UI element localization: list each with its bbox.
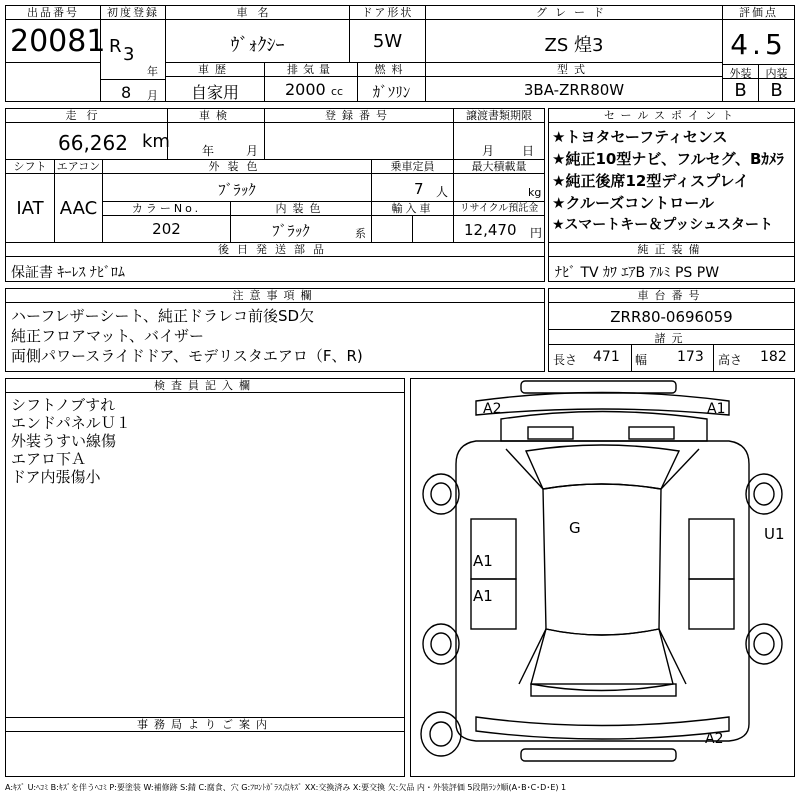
inspector-label: 検査員記入欄 (6, 379, 404, 393)
ac-label: エアコン (56, 160, 101, 173)
damage-mark: A1 (473, 587, 493, 605)
damage-mark: U1 (764, 525, 785, 543)
grade-cell (425, 5, 723, 63)
year: 3 (123, 44, 135, 65)
color-number-label: カラーNo. (103, 202, 230, 216)
notes-label: 注意事項欄 (6, 289, 544, 303)
max-load-label: 最大積載量 (454, 160, 544, 174)
mileage-label: 走行 (6, 109, 167, 123)
width-label: 幅 (635, 353, 648, 367)
fuel: ｶﾞｿﾘﾝ (372, 83, 411, 101)
dims-label: 諸元 (654, 332, 689, 345)
interior-color-unit: 系 (355, 227, 366, 240)
equipment-label: 純正装備 (549, 243, 794, 257)
max-load-unit: kg (528, 186, 542, 199)
ac: AAC (59, 198, 98, 219)
color-number-cell (102, 201, 231, 243)
office-label: 事務局よりご案内 (6, 718, 404, 732)
registration-number-cell (264, 108, 454, 160)
inspection-year-unit: 年 (202, 144, 215, 158)
first-registration-cell (100, 5, 166, 102)
car-name-cell (165, 5, 350, 63)
later-parts-label: 後日発送部品 (6, 243, 544, 257)
equipment-cell (548, 242, 795, 282)
sales-point-item: ★トヨタセーフティセンス (552, 128, 728, 146)
car-name: ｳﾞｫｸｼｰ (230, 35, 285, 56)
model-label: 型式 (426, 63, 722, 77)
later-parts: 保証書 ｷｰﾚｽ ﾅﾋﾞﾛﾑ (11, 265, 125, 281)
recycle-cell (453, 201, 545, 243)
interior-grade-label: 内装 (765, 67, 788, 80)
exterior-grade: B (734, 80, 747, 101)
ac-cell (54, 159, 103, 243)
capacity: 7 (414, 180, 424, 198)
transfer-month-unit: 月 (482, 144, 495, 158)
door-type: 5W (372, 31, 403, 52)
inspector-line: シフトノブすれ (11, 396, 116, 414)
exterior-color: ﾌﾞﾗｯｸ (218, 181, 256, 199)
transfer-day-unit: 日 (522, 144, 535, 158)
capacity-unit: 人 (436, 185, 449, 199)
later-parts-cell (5, 242, 545, 282)
damage-mark: A2 (705, 731, 724, 747)
notes-panel (5, 288, 545, 372)
mileage-unit: km (142, 131, 170, 152)
grade-label: グレード (426, 6, 722, 20)
import-label: 輸入車 (372, 202, 453, 216)
max-load-cell (453, 159, 545, 202)
displacement-unit: cc (331, 85, 344, 98)
damage-mark: A1 (707, 401, 726, 417)
length-label: 長さ (553, 353, 578, 367)
chassis-panel (548, 288, 795, 372)
door-label: ドア形状 (350, 6, 425, 20)
inspection-month-unit: 月 (246, 144, 259, 158)
door-cell (349, 5, 426, 63)
inspector-line: 外装うすい線傷 (11, 432, 117, 450)
inspector-line: エアロ下Ａ (11, 450, 87, 468)
interior-color: ﾌﾞﾗｯｸ (272, 222, 310, 240)
recycle-label: リサイクル預託金 (454, 202, 544, 216)
month-unit: 月 (147, 89, 158, 102)
inspection-cell (167, 108, 265, 160)
history: 自家用 (190, 83, 239, 102)
transfer-deadline-cell (453, 108, 545, 160)
sales-point-item: ★スマートキー＆プッシュスタート (552, 217, 774, 233)
fuel-label: 燃料 (358, 63, 425, 77)
sales-point-item: ★純正後席12型ディスプレイ (552, 172, 749, 190)
history-label: 車歴 (166, 63, 264, 77)
import-cell (371, 201, 454, 243)
first-registration-label: 初度登録 (101, 6, 165, 20)
capacity-label: 乗車定員 (372, 160, 453, 174)
displacement-label: 排気量 (265, 63, 357, 77)
capacity-cell (371, 159, 454, 202)
note-line: 純正フロアマット、バイザー (11, 327, 205, 345)
score-label: 評価点 (723, 6, 794, 20)
model-cell (425, 62, 723, 102)
era: R (109, 36, 122, 57)
exterior-grade-label: 外装 (729, 67, 752, 80)
displacement: 2000 (285, 80, 326, 99)
inspector-line: ドア内張傷小 (11, 468, 101, 486)
month: 8 (121, 83, 132, 102)
height: 182 (760, 349, 787, 365)
exterior-color-cell (102, 159, 372, 202)
length: 471 (593, 349, 620, 365)
history-cell (165, 62, 265, 102)
sales-points-panel (548, 108, 795, 243)
damage-diagram (410, 378, 795, 777)
width: 173 (677, 349, 704, 365)
interior-color-label: 内装色 (231, 202, 371, 216)
interior-color-cell (230, 201, 372, 243)
exterior-color-label: 外装色 (103, 160, 371, 174)
office-panel (5, 717, 405, 777)
score-cell (722, 5, 795, 102)
note-line: ハーフレザーシート、純正ドラレコ前後SD欠 (11, 307, 315, 325)
grade: ZS 煌3 (544, 35, 604, 56)
displacement-cell (264, 62, 358, 102)
transfer-deadline-label: 譲渡書類期限 (454, 109, 544, 123)
lot-number-label: 出品番号 (6, 6, 100, 20)
car-diagram-svg (411, 379, 794, 776)
lot-number: 20081 (10, 24, 106, 59)
equipment: ﾅﾋﾞ TV ｶﾜ ｴｱB ｱﾙﾐ PS PW (555, 265, 720, 281)
chassis-number: ZRR80-0696059 (610, 308, 733, 326)
damage-mark: G (569, 519, 581, 537)
color-number: 202 (152, 220, 181, 238)
shift-cell (5, 159, 55, 243)
damage-mark: A1 (473, 552, 493, 570)
lot-number-cell (5, 5, 106, 102)
recycle-amount: 12,470 (464, 221, 517, 239)
fuel-cell (357, 62, 426, 102)
inspector-line: エンドパネルＵ１ (11, 414, 131, 432)
recycle-unit: 円 (530, 226, 543, 240)
year-unit: 年 (147, 65, 158, 78)
inspector-panel (5, 378, 405, 718)
shift-label: シフト (6, 160, 54, 174)
mileage-cell (5, 108, 168, 160)
damage-mark: A2 (483, 401, 502, 417)
sales-point-item: ★純正10型ナビ、フルセグ、Bｶﾒﾗ (552, 150, 784, 168)
model-code: 3BA-ZRR80W (523, 81, 625, 99)
car-name-label: 車名 (166, 6, 349, 20)
registration-number-label: 登録番号 (265, 109, 453, 123)
legend: A:ｷｽﾞ U:ﾍｺﾐ B:ｷｽﾞを伴うﾍｺﾐ P:要塗装 W:補修跡 S:錆 C:腐食、穴 G:ﾌﾛﾝﾄｶﾞﾗｽ点ｷｽﾞ XX:交換済み X:要交換 欠:欠品 内・外装評価 5段階ﾗﾝｸ順(A･B･C･D･E) 1 (5, 783, 567, 792)
shift: IAT (16, 198, 44, 219)
chassis-label: 車台番号 (549, 289, 794, 303)
interior-grade: B (770, 80, 783, 101)
sales-point-item: ★クルーズコントロール (552, 194, 714, 212)
inspection-label: 車検 (168, 109, 264, 123)
score: 4.5 (730, 28, 787, 61)
mileage: 66,262 (58, 131, 128, 155)
height-label: 高さ (718, 353, 743, 367)
sales-points-label: セールスポイント (549, 109, 794, 123)
note-line: 両側パワースライドドア、モデリスタエアロ（F、R) (11, 347, 363, 365)
